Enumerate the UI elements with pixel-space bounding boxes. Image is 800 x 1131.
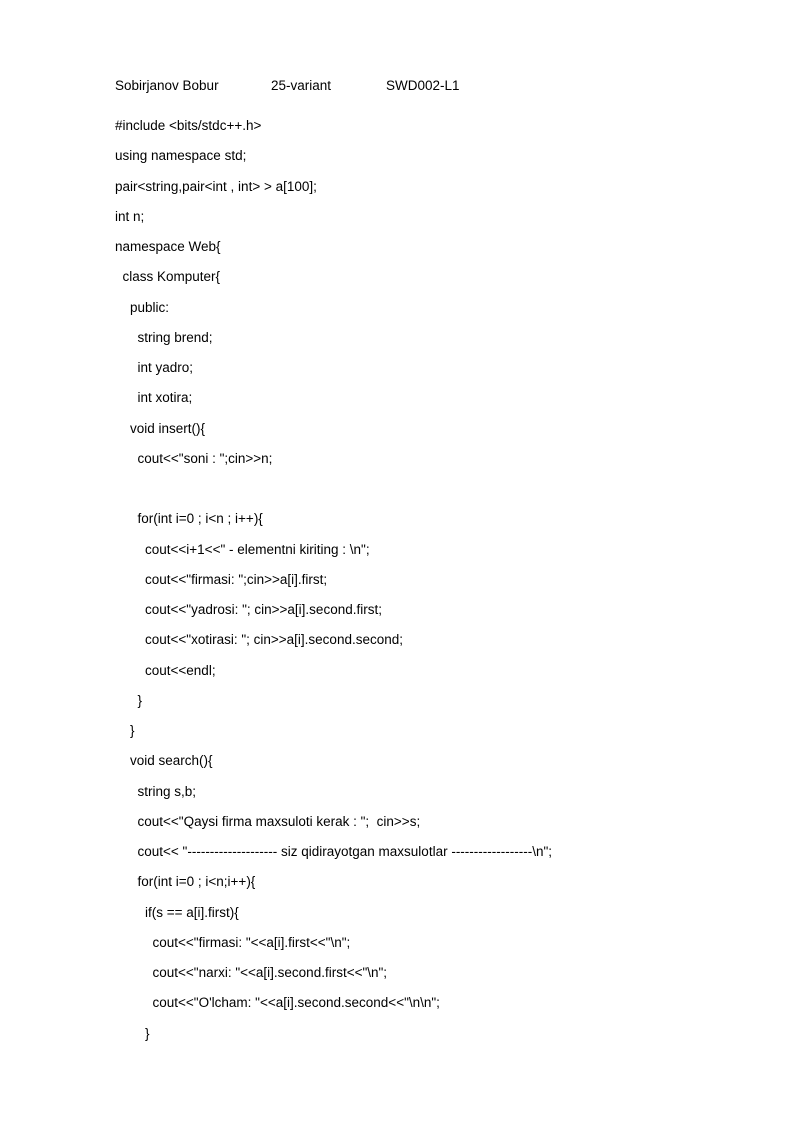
code-line: cout<<"xotirasi: "; cin>>a[i].second.second; <box>115 632 403 648</box>
code-line: for(int i=0 ; i<n ; i++){ <box>115 511 263 527</box>
code-line: using namespace std; <box>115 148 247 164</box>
code-line: void insert(){ <box>115 420 206 436</box>
code-line: } <box>115 1025 150 1041</box>
code-line: cout<<"Qaysi firma maxsuloti kerak : "; cin>>s; <box>115 813 421 829</box>
code-line: cout<<"narxi: "<<a[i].second.first<<"\n"; <box>115 965 388 980</box>
code-line: #include <bits/stdc++.h> <box>115 118 262 133</box>
code-line: cout<< "-------------------- siz qidirayotgan maxsulotlar ------------------\n"; <box>115 844 553 859</box>
code-line: cout<<"yadrosi: "; cin>>a[i].second.first; <box>115 602 382 617</box>
code-line: int xotira; <box>115 390 193 406</box>
code-line: cout<<i+1<<" - elementni kiriting : \n"; <box>115 541 370 557</box>
code-line: } <box>115 723 135 738</box>
code-line: if(s == a[i].first){ <box>115 904 239 920</box>
code-line: string s,b; <box>115 783 197 799</box>
code-line: for(int i=0 ; i<n;i++){ <box>115 874 256 890</box>
code-line: void search(){ <box>115 753 213 769</box>
code-line: int n; <box>115 208 145 224</box>
code-line: cout<<endl; <box>115 662 216 678</box>
code-line: namespace Web{ <box>115 239 221 254</box>
code-line: string brend; <box>115 329 213 345</box>
code-line: cout<<"O'lcham: "<<a[i].second.second<<"\n\n"; <box>115 995 440 1011</box>
code-line: } <box>115 692 143 708</box>
author-name: Sobirjanov Bobur <box>115 78 219 93</box>
course-code: SWD002-L1 <box>386 78 460 93</box>
code-line: cout<<"soni : ";cin>>n; <box>115 450 273 466</box>
code-line: int yadro; <box>115 360 194 375</box>
code-line: public: <box>115 299 170 315</box>
document-header <box>115 76 460 96</box>
code-block <box>115 116 760 1054</box>
code-line <box>115 479 760 509</box>
code-line: class Komputer{ <box>115 269 221 285</box>
variant-label: 25-variant <box>271 78 332 93</box>
code-line: cout<<"firmasi: "<<a[i].first<<"\n"; <box>115 934 351 950</box>
code-line: pair<string,pair<int , int> > a[100]; <box>115 178 317 194</box>
code-line: cout<<"firmasi: ";cin>>a[i].first; <box>115 571 328 587</box>
